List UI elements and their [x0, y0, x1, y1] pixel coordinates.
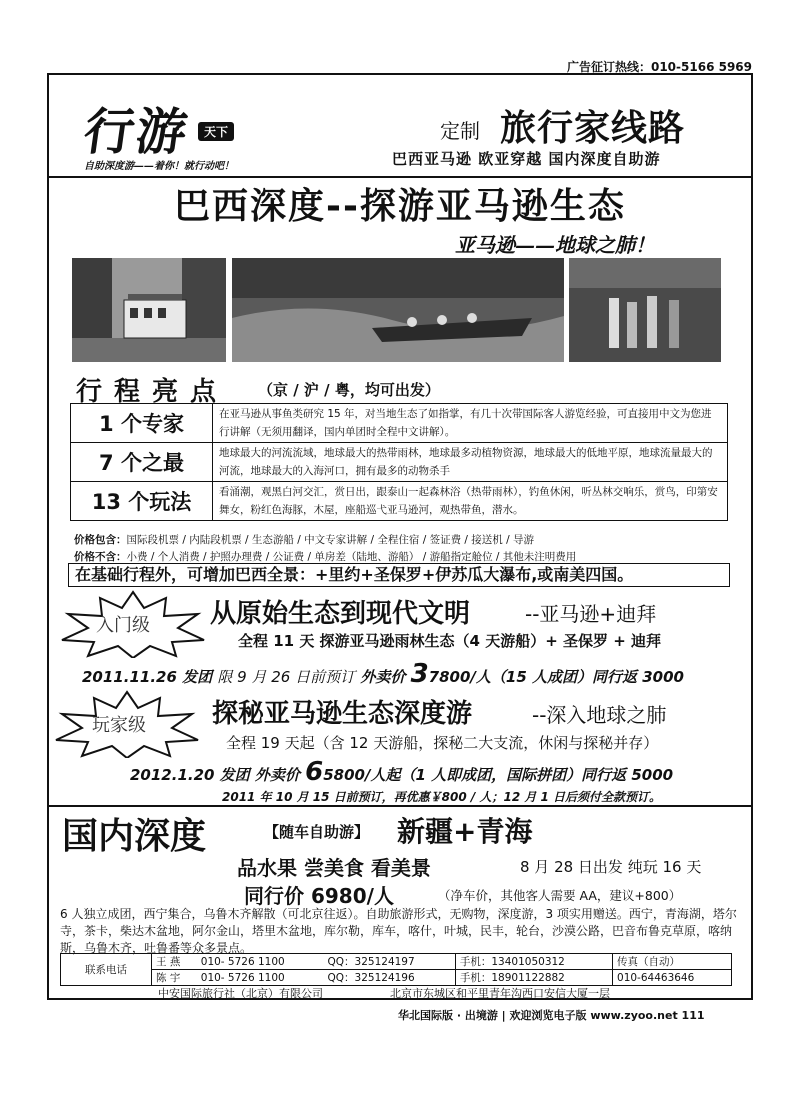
domestic-dest: 新疆+青海	[397, 815, 533, 848]
domestic-depart: 8 月 28 日出发 纯玩 16 天	[520, 858, 702, 876]
highlights-table	[70, 403, 728, 521]
contact-fax: 010-64463646	[613, 970, 732, 986]
tour2-subtitle: --深入地球之肺	[532, 703, 667, 727]
extension-note: 在基础行程外，可增加巴西全景：+里约+圣保罗+伊苏瓜大瀑布,或南美四国。	[68, 563, 730, 587]
highlights-subtitle: （京 / 沪 / 粤，均可出发）	[258, 381, 440, 399]
tour2-price-big: 6	[305, 757, 324, 787]
domestic-mode: 【随车自助游】	[264, 823, 370, 841]
highlight-key: 7 个之最	[71, 443, 213, 482]
tour1-price-line	[82, 659, 684, 689]
tour2-title: 探秘亚马逊生态深度游	[212, 699, 473, 729]
tour2-price-rest: 5800/人起（1 人即成团，国际拼团）同行返 5000	[323, 766, 674, 784]
highlights-title: 行程亮点	[76, 377, 229, 407]
tour2-date: 2012.1.20 发团 外卖价	[130, 766, 300, 784]
domestic-peer-price	[244, 880, 394, 909]
custom-label: 定制	[440, 119, 480, 143]
tour1-badge: 入门级	[96, 615, 150, 636]
contact-name: 王 燕	[152, 954, 197, 970]
contact-tel: 010- 5726 1100	[197, 954, 324, 970]
table-row	[61, 954, 732, 970]
peer-label: 同行价	[244, 884, 304, 908]
logo-tag: 天下	[198, 122, 234, 141]
company-address: 北京市东城区和平里青年沟西口安信大厦一层	[390, 987, 610, 1000]
page-footer: 华北国际版 · 出境游 | 欢迎浏览电子版 www.zyoo.net 111	[398, 1009, 705, 1022]
table-row	[61, 970, 732, 986]
tour1-price-rest: 7800/人（15 人成团）同行返 3000	[428, 668, 684, 686]
tour1-summary: 全程 11 天 探游亚马逊雨林生态（4 天游船）+ 圣保罗 + 迪拜	[238, 632, 662, 650]
table-row	[71, 404, 728, 443]
peer-price: 6980/人	[310, 884, 394, 908]
peer-note: （净车价，其他客人需要 AA，建议+800）	[438, 888, 682, 903]
highlight-text: 地球最大的河流流域，地球最大的热带雨林，地球最多动植物资源，地球最大的低地平原，地球流量最大的河流，地球最大的入海河口，拥有最多的动物杀手	[213, 443, 728, 482]
domestic-slogan: 品水果 尝美食 看美景	[237, 856, 431, 880]
table-row	[71, 443, 728, 482]
logo-slogan: 自助深度游——着你！就行动吧！	[84, 161, 234, 172]
contact-name: 陈 宇	[152, 970, 197, 986]
main-title: 巴西深度--探游亚马逊生态	[174, 186, 626, 227]
price-incl: 国际段机票 / 内陆段机票 / 生态游船 / 中文专家讲解 / 全程住宿 / 签证费 / 接送机 / 导游	[126, 534, 534, 546]
highlight-key: 13 个玩法	[71, 482, 213, 521]
brand-title: 旅行家线路	[500, 108, 686, 149]
tour2-price-line	[130, 757, 673, 787]
logo: 行游	[80, 102, 193, 161]
contact-qq: QQ：325124196	[324, 970, 456, 986]
contact-mobile: 手机：13401050312	[455, 954, 612, 970]
contact-qq: QQ：325124197	[324, 954, 456, 970]
contact-mobile: 手机：18901122882	[455, 970, 612, 986]
tour1-early: 限 9 月 26 日前预订	[217, 668, 356, 686]
table-row	[71, 482, 728, 521]
contact-table	[60, 953, 732, 986]
boat-photo	[72, 258, 226, 362]
contact-fax: 传真（自动）	[613, 954, 732, 970]
domestic-title: 国内深度	[62, 816, 207, 857]
tour2-badge: 玩家级	[92, 715, 146, 736]
route-list: 巴西亚马逊 欧亚穿越 国内深度自助游	[392, 150, 661, 168]
tour1-price-big: 3	[410, 659, 429, 689]
ad-hotline: 广告征订热线：010-5166 5969	[566, 60, 752, 74]
divider	[47, 805, 753, 807]
highlight-key: 1 个专家	[71, 404, 213, 443]
price-info	[74, 532, 576, 566]
tour2-note: 2011 年 10 月 15 日前预订，再优惠￥800 / 人；12 月 1 日后须付全款预订。	[222, 790, 662, 804]
price-excl-label: 价格不含：	[74, 551, 127, 563]
tour2-summary: 全程 19 天起（含 12 天游船，探秘二大支流，休闲与探秘并存）	[226, 734, 659, 752]
canoe-photo	[232, 258, 564, 362]
tour1-date: 2011.11.26 发团	[82, 668, 213, 686]
highlight-text: 看涌潮，观黑白河交汇，赏日出，跟泰山一起森林浴（热带雨林），钓鱼休闲，听丛林交响乐，赏鸟，印第安舞女，粉红色海豚，木屋，座船巡弋亚马逊河，观热带鱼，潜水。	[213, 482, 728, 521]
highlight-text: 在亚马逊从事鱼类研究 15 年，对当地生态了如指掌，有几十次带国际客人游览经验，可直接用中文为您进行讲解（无须用翻译，国内单团时全程中文讲解）。	[213, 404, 728, 443]
tour1-sell-label: 外卖价	[360, 668, 406, 686]
price-excl: 小费 / 个人消费 / 护照办理费 / 公证费 / 单房差（陆地、游船） / 游船指定舱位 / 其他未注明费用	[126, 551, 577, 563]
company-name: 中安国际旅行社（北京）有限公司	[158, 987, 323, 1000]
tour1-title: 从原始生态到现代文明	[210, 599, 471, 629]
hikers-photo	[569, 258, 721, 362]
price-incl-label: 价格包含：	[74, 534, 127, 546]
contact-label: 联系电话	[61, 954, 152, 986]
tour1-subtitle: --亚马逊+迪拜	[525, 602, 657, 626]
domestic-desc: 6 人独立成团，西宁集合，乌鲁木齐解散（可北京往返）。自助旅游形式，无购物，深度游，3 项实用赠送。西宁，青海湖，塔尔寺，茶卡，柴达木盆地，阿尔金山，塔里木盆地，库尔勒，库车，喀什，叶城，民丰，轮台，沙漠公路，巴音布鲁克草原，喀纳斯，乌鲁木齐，吐鲁番等众多景点。	[60, 907, 737, 955]
lung-slogan: 亚马逊——地球之肺！	[455, 233, 655, 257]
contact-tel: 010- 5726 1100	[197, 970, 324, 986]
